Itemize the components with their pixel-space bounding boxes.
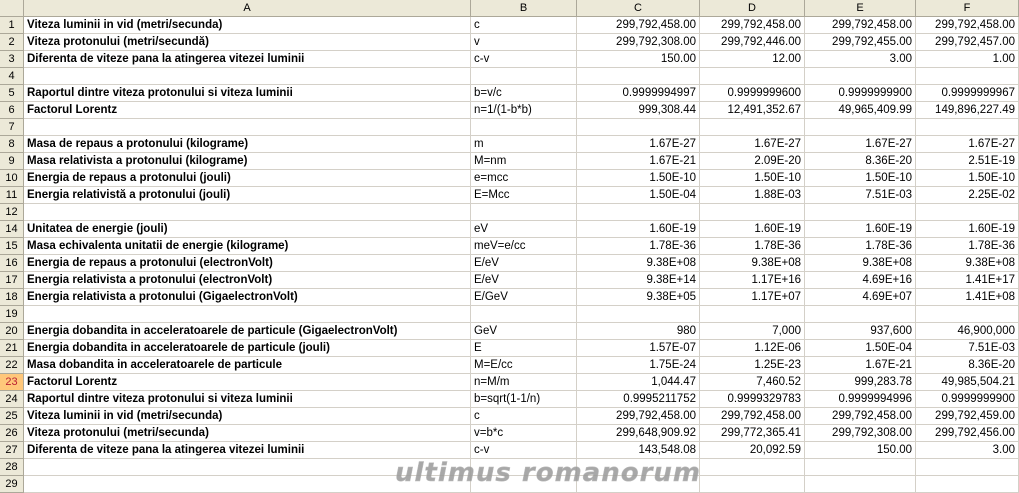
column-header-e[interactable]: E bbox=[805, 0, 916, 17]
cell-e[interactable] bbox=[805, 459, 916, 476]
cell-f[interactable]: 0.9999999900 bbox=[916, 391, 1019, 408]
cell-d[interactable]: 2.09E-20 bbox=[700, 153, 805, 170]
cell-a[interactable]: Masa dobandita in acceleratoarele de particule bbox=[24, 357, 471, 374]
cell-b[interactable]: GeV bbox=[471, 323, 577, 340]
cell-c[interactable] bbox=[577, 204, 700, 221]
cell-c[interactable] bbox=[577, 306, 700, 323]
table-row bbox=[0, 68, 1019, 85]
table-row bbox=[0, 425, 1019, 442]
cell-d[interactable]: 1.17E+07 bbox=[700, 289, 805, 306]
cell-f[interactable]: 1.50E-10 bbox=[916, 170, 1019, 187]
cell-f[interactable] bbox=[916, 306, 1019, 323]
table-row bbox=[0, 374, 1019, 391]
row-header[interactable]: 26 bbox=[0, 425, 24, 442]
cell-b[interactable]: eV bbox=[471, 221, 577, 238]
cell-f[interactable]: 299,792,457.00 bbox=[916, 34, 1019, 51]
row-header[interactable]: 18 bbox=[0, 289, 24, 306]
cell-f[interactable]: 1.60E-19 bbox=[916, 221, 1019, 238]
cell-b[interactable] bbox=[471, 119, 577, 136]
cell-e[interactable] bbox=[805, 204, 916, 221]
cell-f[interactable]: 7.51E-03 bbox=[916, 340, 1019, 357]
table-row bbox=[0, 357, 1019, 374]
cell-d[interactable]: 20,092.59 bbox=[700, 442, 805, 459]
cell-b[interactable]: E/eV bbox=[471, 272, 577, 289]
cell-c[interactable]: 1.50E-10 bbox=[577, 170, 700, 187]
cell-e[interactable]: 150.00 bbox=[805, 442, 916, 459]
cell-a[interactable] bbox=[24, 204, 471, 221]
cell-b[interactable] bbox=[471, 68, 577, 85]
row-header[interactable]: 15 bbox=[0, 238, 24, 255]
row-header[interactable]: 29 bbox=[0, 476, 24, 493]
row-header[interactable]: 25 bbox=[0, 408, 24, 425]
cell-f[interactable]: 1.67E-27 bbox=[916, 136, 1019, 153]
cell-b[interactable]: n=M/m bbox=[471, 374, 577, 391]
cell-f[interactable]: 49,985,504.21 bbox=[916, 374, 1019, 391]
table-row bbox=[0, 102, 1019, 119]
cell-e[interactable]: 8.36E-20 bbox=[805, 153, 916, 170]
table-row bbox=[0, 51, 1019, 68]
cell-d[interactable] bbox=[700, 119, 805, 136]
cell-d[interactable]: 0.9999999600 bbox=[700, 85, 805, 102]
cell-e[interactable]: 1.60E-19 bbox=[805, 221, 916, 238]
cell-e[interactable]: 937,600 bbox=[805, 323, 916, 340]
cell-e[interactable]: 49,965,409.99 bbox=[805, 102, 916, 119]
cell-d[interactable]: 0.9999329783 bbox=[700, 391, 805, 408]
cell-e[interactable]: 999,283.78 bbox=[805, 374, 916, 391]
row-header[interactable]: 5 bbox=[0, 85, 24, 102]
column-header-f[interactable]: F bbox=[916, 0, 1019, 17]
cell-c[interactable]: 980 bbox=[577, 323, 700, 340]
cell-c[interactable]: 1.78E-36 bbox=[577, 238, 700, 255]
table-row bbox=[0, 391, 1019, 408]
row-header[interactable]: 2 bbox=[0, 34, 24, 51]
cell-c[interactable]: 999,308.44 bbox=[577, 102, 700, 119]
table-row bbox=[0, 272, 1019, 289]
cell-d[interactable] bbox=[700, 476, 805, 493]
row-header[interactable]: 23 bbox=[0, 374, 24, 391]
cell-a[interactable]: Masa echivalenta unitatii de energie (kilograme) bbox=[24, 238, 471, 255]
cell-d[interactable]: 1.25E-23 bbox=[700, 357, 805, 374]
cell-c[interactable]: 150.00 bbox=[577, 51, 700, 68]
cell-a[interactable] bbox=[24, 119, 471, 136]
cell-c[interactable]: 299,792,458.00 bbox=[577, 408, 700, 425]
row-header[interactable]: 6 bbox=[0, 102, 24, 119]
cell-b[interactable]: c-v bbox=[471, 51, 577, 68]
cell-b[interactable] bbox=[471, 204, 577, 221]
cell-f[interactable]: 149,896,227.49 bbox=[916, 102, 1019, 119]
cell-e[interactable]: 1.78E-36 bbox=[805, 238, 916, 255]
table-row bbox=[0, 238, 1019, 255]
row-header[interactable]: 22 bbox=[0, 357, 24, 374]
row-header[interactable]: 19 bbox=[0, 306, 24, 323]
cell-a[interactable]: Diferenta de viteze pana la atingerea vitezei luminii bbox=[24, 442, 471, 459]
table-row bbox=[0, 306, 1019, 323]
cell-f[interactable]: 0.9999999967 bbox=[916, 85, 1019, 102]
cell-d[interactable] bbox=[700, 306, 805, 323]
cell-c[interactable]: 1.57E-07 bbox=[577, 340, 700, 357]
row-header[interactable]: 12 bbox=[0, 204, 24, 221]
cell-b[interactable]: meV=e/cc bbox=[471, 238, 577, 255]
cell-a[interactable]: Diferenta de viteze pana la atingerea vitezei luminii bbox=[24, 51, 471, 68]
cell-c[interactable]: 1.67E-21 bbox=[577, 153, 700, 170]
cell-a[interactable]: Unitatea de energie (jouli) bbox=[24, 221, 471, 238]
cell-e[interactable]: 1.67E-21 bbox=[805, 357, 916, 374]
cell-b[interactable]: v bbox=[471, 34, 577, 51]
column-header-c[interactable]: C bbox=[577, 0, 700, 17]
column-header-a[interactable]: A bbox=[24, 0, 471, 17]
table-row bbox=[0, 153, 1019, 170]
table-row bbox=[0, 85, 1019, 102]
cell-e[interactable]: 0.9999994996 bbox=[805, 391, 916, 408]
cell-a[interactable]: Factorul Lorentz bbox=[24, 102, 471, 119]
cell-f[interactable]: 2.25E-02 bbox=[916, 187, 1019, 204]
table-row bbox=[0, 408, 1019, 425]
cell-f[interactable]: 299,792,459.00 bbox=[916, 408, 1019, 425]
cell-c[interactable]: 1.67E-27 bbox=[577, 136, 700, 153]
cell-a[interactable] bbox=[24, 68, 471, 85]
cell-e[interactable]: 4.69E+07 bbox=[805, 289, 916, 306]
cell-f[interactable]: 299,792,458.00 bbox=[916, 17, 1019, 34]
watermark: ultimus romanorum bbox=[395, 458, 702, 488]
cell-a[interactable]: Energia relativista a protonului (GigaelectronVolt) bbox=[24, 289, 471, 306]
column-header-d[interactable]: D bbox=[700, 0, 805, 17]
table-row bbox=[0, 340, 1019, 357]
row-header[interactable]: 8 bbox=[0, 136, 24, 153]
cell-d[interactable] bbox=[700, 459, 805, 476]
cell-e[interactable]: 4.69E+16 bbox=[805, 272, 916, 289]
row-header[interactable]: 14 bbox=[0, 221, 24, 238]
cell-e[interactable]: 1.50E-04 bbox=[805, 340, 916, 357]
cell-c[interactable]: 143,548.08 bbox=[577, 442, 700, 459]
cell-e[interactable] bbox=[805, 306, 916, 323]
row-header[interactable]: 1 bbox=[0, 17, 24, 34]
cell-c[interactable]: 299,648,909.92 bbox=[577, 425, 700, 442]
cell-b[interactable]: E bbox=[471, 340, 577, 357]
cell-c[interactable] bbox=[577, 119, 700, 136]
cell-d[interactable]: 9.38E+08 bbox=[700, 255, 805, 272]
cell-c[interactable]: 1,044.47 bbox=[577, 374, 700, 391]
cell-d[interactable]: 299,792,458.00 bbox=[700, 17, 805, 34]
row-header[interactable]: 10 bbox=[0, 170, 24, 187]
cell-e[interactable] bbox=[805, 68, 916, 85]
cell-c[interactable] bbox=[577, 68, 700, 85]
cell-d[interactable]: 12,491,352.67 bbox=[700, 102, 805, 119]
cell-e[interactable] bbox=[805, 119, 916, 136]
table-row bbox=[0, 323, 1019, 340]
cell-a[interactable]: Viteza protonului (metri/secunda) bbox=[24, 425, 471, 442]
cell-b[interactable]: c bbox=[471, 17, 577, 34]
cell-d[interactable]: 299,792,458.00 bbox=[700, 408, 805, 425]
cell-c[interactable]: 299,792,308.00 bbox=[577, 34, 700, 51]
row-header[interactable]: 11 bbox=[0, 187, 24, 204]
cell-c[interactable]: 1.75E-24 bbox=[577, 357, 700, 374]
cell-d[interactable]: 1.60E-19 bbox=[700, 221, 805, 238]
cell-a[interactable]: Raportul dintre viteza protonului si viteza luminii bbox=[24, 391, 471, 408]
column-header-b[interactable]: B bbox=[471, 0, 577, 17]
table-row bbox=[0, 221, 1019, 238]
cell-f[interactable]: 1.00 bbox=[916, 51, 1019, 68]
cell-f[interactable] bbox=[916, 459, 1019, 476]
cell-b[interactable]: v=b*c bbox=[471, 425, 577, 442]
cell-b[interactable]: e=mcc bbox=[471, 170, 577, 187]
cell-a[interactable]: Raportul dintre viteza protonului si viteza luminii bbox=[24, 85, 471, 102]
cell-a[interactable]: Masa relativista a protonului (kilograme) bbox=[24, 153, 471, 170]
cell-d[interactable] bbox=[700, 68, 805, 85]
cell-a[interactable]: Energia relativistă a protonului (jouli) bbox=[24, 187, 471, 204]
cell-c[interactable]: 9.38E+08 bbox=[577, 255, 700, 272]
table-row bbox=[0, 17, 1019, 34]
cell-d[interactable]: 12.00 bbox=[700, 51, 805, 68]
cell-grid bbox=[0, 17, 1019, 493]
cell-a[interactable]: Energia de repaus a protonului (jouli) bbox=[24, 170, 471, 187]
cell-b[interactable]: b=sqrt(1-1/n) bbox=[471, 391, 577, 408]
cell-d[interactable]: 1.12E-06 bbox=[700, 340, 805, 357]
cell-a[interactable]: Factorul Lorentz bbox=[24, 374, 471, 391]
cell-e[interactable]: 1.50E-10 bbox=[805, 170, 916, 187]
cell-e[interactable] bbox=[805, 476, 916, 493]
cell-c[interactable]: 0.9999994997 bbox=[577, 85, 700, 102]
cell-b[interactable]: M=nm bbox=[471, 153, 577, 170]
cell-c[interactable]: 1.50E-04 bbox=[577, 187, 700, 204]
cell-b[interactable]: E/eV bbox=[471, 255, 577, 272]
cell-f[interactable] bbox=[916, 476, 1019, 493]
cell-f[interactable]: 8.36E-20 bbox=[916, 357, 1019, 374]
cell-a[interactable]: Energia relativista a protonului (electronVolt) bbox=[24, 272, 471, 289]
table-row bbox=[0, 187, 1019, 204]
cell-a[interactable]: Viteza luminii in vid (metri/secunda) bbox=[24, 17, 471, 34]
table-row bbox=[0, 442, 1019, 459]
cell-a[interactable]: Energia dobandita in acceleratoarele de particule (GigaelectronVolt) bbox=[24, 323, 471, 340]
row-header[interactable]: 4 bbox=[0, 68, 24, 85]
cell-e[interactable]: 299,792,308.00 bbox=[805, 425, 916, 442]
cell-e[interactable]: 299,792,458.00 bbox=[805, 17, 916, 34]
cell-b[interactable]: c bbox=[471, 408, 577, 425]
cell-f[interactable]: 1.41E+17 bbox=[916, 272, 1019, 289]
table-row bbox=[0, 255, 1019, 272]
cell-e[interactable]: 299,792,458.00 bbox=[805, 408, 916, 425]
cell-f[interactable]: 9.38E+08 bbox=[916, 255, 1019, 272]
cell-d[interactable]: 1.17E+16 bbox=[700, 272, 805, 289]
cell-f[interactable]: 46,900,000 bbox=[916, 323, 1019, 340]
cell-a[interactable]: Viteza luminii in vid (metri/secunda) bbox=[24, 408, 471, 425]
row-header[interactable]: 28 bbox=[0, 459, 24, 476]
cell-c[interactable]: 9.38E+14 bbox=[577, 272, 700, 289]
cell-e[interactable]: 299,792,455.00 bbox=[805, 34, 916, 51]
cell-d[interactable]: 299,772,365.41 bbox=[700, 425, 805, 442]
row-header[interactable]: 21 bbox=[0, 340, 24, 357]
cell-b[interactable] bbox=[471, 306, 577, 323]
table-row bbox=[0, 170, 1019, 187]
cell-e[interactable]: 3.00 bbox=[805, 51, 916, 68]
cell-d[interactable]: 299,792,446.00 bbox=[700, 34, 805, 51]
cell-b[interactable]: b=v/c bbox=[471, 85, 577, 102]
cell-f[interactable]: 1.41E+08 bbox=[916, 289, 1019, 306]
cell-d[interactable]: 7,460.52 bbox=[700, 374, 805, 391]
cell-f[interactable]: 299,792,456.00 bbox=[916, 425, 1019, 442]
table-row bbox=[0, 34, 1019, 51]
cell-b[interactable]: m bbox=[471, 136, 577, 153]
cell-c[interactable]: 1.60E-19 bbox=[577, 221, 700, 238]
cell-a[interactable]: Masa de repaus a protonului (kilograme) bbox=[24, 136, 471, 153]
cell-d[interactable]: 1.67E-27 bbox=[700, 136, 805, 153]
cell-a[interactable] bbox=[24, 306, 471, 323]
cell-b[interactable]: E/GeV bbox=[471, 289, 577, 306]
cell-f[interactable]: 3.00 bbox=[916, 442, 1019, 459]
row-header[interactable]: 27 bbox=[0, 442, 24, 459]
cell-e[interactable]: 1.67E-27 bbox=[805, 136, 916, 153]
cell-e[interactable]: 9.38E+08 bbox=[805, 255, 916, 272]
cell-d[interactable]: 7,000 bbox=[700, 323, 805, 340]
row-header[interactable]: 16 bbox=[0, 255, 24, 272]
cell-f[interactable]: 1.78E-36 bbox=[916, 238, 1019, 255]
cell-b[interactable]: c-v bbox=[471, 442, 577, 459]
table-row bbox=[0, 204, 1019, 221]
row-header[interactable]: 3 bbox=[0, 51, 24, 68]
table-row bbox=[0, 119, 1019, 136]
cell-c[interactable]: 0.9995211752 bbox=[577, 391, 700, 408]
table-row bbox=[0, 289, 1019, 306]
cell-a[interactable]: Energia de repaus a protonului (electronVolt) bbox=[24, 255, 471, 272]
cell-d[interactable] bbox=[700, 204, 805, 221]
cell-c[interactable]: 299,792,458.00 bbox=[577, 17, 700, 34]
cell-d[interactable]: 1.78E-36 bbox=[700, 238, 805, 255]
cell-d[interactable]: 1.50E-10 bbox=[700, 170, 805, 187]
row-header[interactable]: 24 bbox=[0, 391, 24, 408]
cell-e[interactable]: 0.9999999900 bbox=[805, 85, 916, 102]
cell-a[interactable]: Viteza protonului (metri/secundă) bbox=[24, 34, 471, 51]
row-header[interactable]: 17 bbox=[0, 272, 24, 289]
column-header-row bbox=[0, 0, 1019, 17]
cell-b[interactable]: E=Mcc bbox=[471, 187, 577, 204]
cell-c[interactable]: 9.38E+05 bbox=[577, 289, 700, 306]
cell-f[interactable] bbox=[916, 68, 1019, 85]
cell-a[interactable]: Energia dobandita in acceleratoarele de particule (jouli) bbox=[24, 340, 471, 357]
row-header[interactable]: 20 bbox=[0, 323, 24, 340]
cell-e[interactable]: 7.51E-03 bbox=[805, 187, 916, 204]
cell-f[interactable]: 2.51E-19 bbox=[916, 153, 1019, 170]
cell-f[interactable] bbox=[916, 204, 1019, 221]
cell-b[interactable]: M=E/cc bbox=[471, 357, 577, 374]
row-header[interactable]: 7 bbox=[0, 119, 24, 136]
cell-b[interactable]: n=1/(1-b*b) bbox=[471, 102, 577, 119]
cell-d[interactable]: 1.88E-03 bbox=[700, 187, 805, 204]
select-all-corner[interactable] bbox=[0, 0, 24, 17]
cell-f[interactable] bbox=[916, 119, 1019, 136]
row-header[interactable]: 9 bbox=[0, 153, 24, 170]
table-row bbox=[0, 136, 1019, 153]
